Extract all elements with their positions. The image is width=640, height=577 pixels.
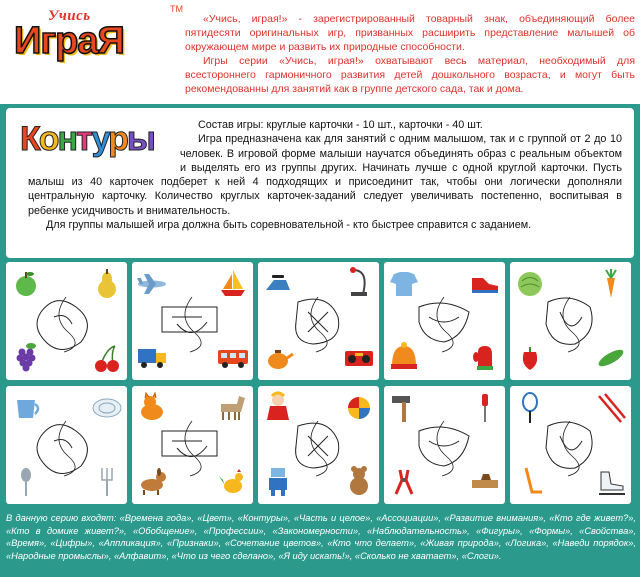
sneaker-icon — [472, 278, 498, 293]
pliers-icon — [396, 470, 412, 494]
dog-icon — [141, 468, 166, 495]
carrot-icon — [606, 269, 616, 298]
card-dishes-art — [6, 386, 127, 504]
pear-icon — [98, 269, 116, 298]
logo-bottom-text: ИграЯ — [14, 20, 124, 62]
game-title-text — [20, 120, 154, 158]
cards-grid — [6, 262, 634, 510]
apple-icon — [16, 272, 36, 296]
card-transport-art — [132, 262, 253, 380]
card-toys — [258, 386, 379, 504]
card-fruits-art — [6, 262, 127, 380]
card-household — [258, 262, 379, 380]
game-composition: Состав игры: круглые карточки - 10 шт., карточки - 40 шт. — [198, 119, 483, 131]
card-toys-art — [258, 386, 379, 504]
card-transport — [132, 262, 253, 380]
rooster-icon — [219, 469, 243, 493]
game-title — [20, 120, 154, 159]
card-fruits — [6, 262, 127, 380]
shirt-icon — [390, 272, 418, 296]
hat-icon — [391, 342, 417, 369]
title-letter: у — [91, 120, 109, 158]
truck-icon — [138, 349, 166, 368]
cup-icon — [17, 400, 38, 418]
vacuum-icon — [350, 267, 367, 296]
plane-icon — [472, 474, 498, 488]
iron-icon — [266, 275, 290, 290]
cabbage-icon — [518, 272, 542, 296]
logo-top-text: Учись — [48, 8, 91, 24]
ball-icon — [348, 397, 370, 419]
intro-paragraph-1: «Учись, играя!» - зарегистрированный товарный знак, объединяющий более пятидесяти оригинальных игр, призванных расширить представление малышей об окружающем мире и развить их природные способности. — [185, 13, 635, 53]
teapot-icon — [268, 350, 293, 369]
skis-icon — [599, 394, 625, 422]
bear-icon — [350, 466, 368, 495]
series-list: В данную серию входят: «Времена года», «Цвет», «Контуры», «Часть и целое», «Ассоциации», «Развитие внимания», «Кто где живет?», «Кто в домике живет?», «Обобщение», «Профессии», «Закономерности», «Наблюдательность», «Фигуры», «Формы», «Свойства», «Время», «Цифры», «Аппликация», «Признаки», «Сочетание цветов», «Кто что делает», «Живая природа», «Логика», «Наведи порядок», «Народные промыслы», «Алфавит», «Что из чего сделано», «Я иду искать!», «Сколько не хватает», «Слоги». — [6, 513, 636, 561]
mitten-icon — [473, 346, 493, 370]
card-sport — [510, 386, 631, 504]
title-letter: т — [76, 120, 92, 158]
skate-icon — [599, 472, 625, 494]
card-dishes — [6, 386, 127, 504]
card-animals-art — [132, 386, 253, 504]
grapes-icon — [17, 343, 37, 372]
header-panel — [0, 0, 640, 104]
airplane-icon — [137, 274, 166, 294]
card-clothes — [384, 262, 505, 380]
game-rules: Игра предназначена как для занятий с одним малышом, так и с группой от 2 до 10 человек. В игровой форме малыши научатся объединять образ с реальным объектом и выделять его из группы других. Начинать лучше с одной круглой карточки. Пусть малыш из 40 карточек подберет к ней 4 подходящих и присоединит так, чтобы они логически дополняли центральную карточку. Количество круглых карточек-заданий следует увеличивать постепенно, воспитывая в ребенке усидчивость и внимательность. — [28, 133, 622, 217]
sailboat-icon — [221, 270, 245, 296]
racket-icon — [523, 393, 537, 423]
screwdriver-icon — [482, 394, 488, 422]
title-letter: о — [38, 120, 58, 158]
spoon-icon — [21, 468, 31, 496]
card-tools — [384, 386, 505, 504]
plate-icon — [93, 399, 121, 417]
hammer-icon — [392, 396, 410, 422]
title-letter: ы — [126, 120, 154, 158]
card-animals — [132, 386, 253, 504]
bus-icon — [218, 350, 248, 368]
horse-icon — [221, 396, 245, 420]
cat-icon — [141, 393, 163, 420]
title-letter: н — [57, 120, 77, 158]
title-letter: р — [108, 120, 127, 158]
card-vegetables-art — [510, 262, 631, 380]
card-household-art — [258, 262, 379, 380]
game-description-panel — [6, 108, 634, 258]
fork-icon — [102, 468, 112, 496]
title-letter: К — [20, 120, 39, 158]
trademark-mark: ТМ — [170, 4, 183, 14]
radio-icon — [345, 351, 373, 366]
card-tools-art — [384, 386, 505, 504]
cucumber-icon — [596, 347, 625, 370]
card-vegetables — [510, 262, 631, 380]
intro-text — [185, 12, 635, 96]
intro-paragraph-2: Игры серии «Учись, играя!» охватывают весь материал, необходимый для всестороннего гармоничного развития детей дошкольного возраста, и могут быть рекомендованны для занятий как в группе детского сада, так и дома. — [185, 55, 635, 95]
robot-icon — [269, 468, 287, 496]
card-clothes-art — [384, 262, 505, 380]
hockey-stick-icon — [526, 468, 542, 492]
card-sport-art — [510, 386, 631, 504]
brand-logo — [8, 6, 158, 68]
pepper-icon — [523, 347, 537, 370]
game-group-note: Для группы малышей игра должна быть соревновательной - кто быстрее справится с заданием. — [46, 219, 532, 232]
doll-icon — [267, 393, 289, 420]
cherries-icon — [95, 346, 119, 372]
